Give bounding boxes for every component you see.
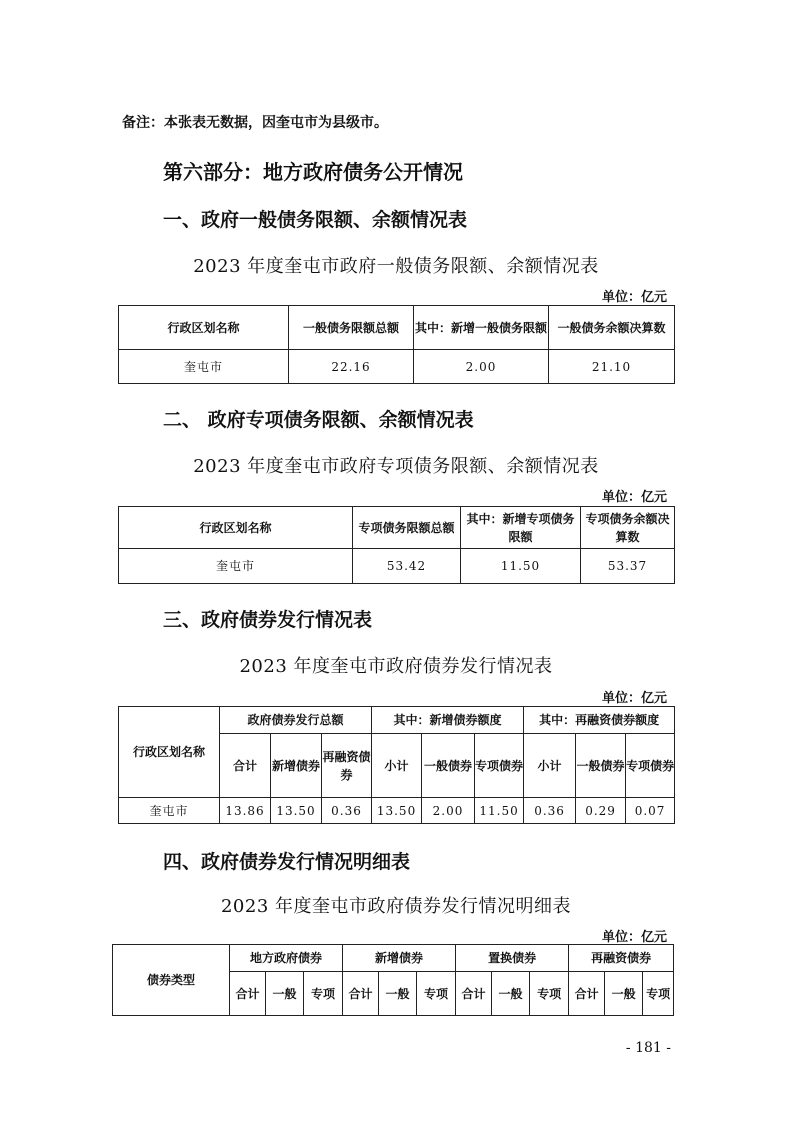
subheader-general: 一般	[605, 972, 643, 1016]
section-heading-2: 二、 政府专项债务限额、余额情况表	[163, 409, 474, 431]
cell-new-general: 2.00	[422, 798, 475, 824]
col-header-region: 行政区划名称	[119, 306, 289, 350]
group-header-new: 其中：新增债券额度	[372, 707, 524, 734]
cell-refi-subtotal: 0.36	[524, 798, 576, 824]
special-debt-table	[118, 506, 675, 584]
cell-refi-general: 0.29	[576, 798, 626, 824]
section-heading-1: 一、政府一般债务限额、余额情况表	[163, 209, 468, 231]
col-header-region: 行政区划名称	[119, 507, 353, 549]
cell-total: 13.86	[220, 798, 271, 824]
cell-region: 奎屯市	[119, 350, 289, 384]
cell-new-special: 11.50	[475, 798, 524, 824]
subheader-new-special: 专项债券	[475, 734, 524, 798]
table-title-3: 2023 年度奎屯市政府债券发行情况表	[239, 656, 553, 677]
subheader-general: 一般	[379, 972, 417, 1016]
col-header-limit: 专项债务限额总额	[353, 507, 461, 549]
subheader-special: 专项	[643, 972, 674, 1016]
col-header-region: 行政区划名称	[119, 707, 220, 798]
cell-refinance-bonds: 0.36	[322, 798, 372, 824]
bond-detail-table	[112, 944, 674, 1016]
section-heading-3: 三、政府债券发行情况表	[163, 609, 373, 631]
cell-limit: 22.16	[289, 350, 414, 384]
subheader-general: 一般	[492, 972, 530, 1016]
subheader-new-general: 一般债券	[422, 734, 475, 798]
cell-new-limit: 2.00	[414, 350, 549, 384]
group-header-local: 地方政府债券	[230, 945, 343, 972]
cell-limit: 53.42	[353, 549, 461, 584]
part-title: 第六部分：地方政府债务公开情况	[163, 160, 463, 184]
cell-balance: 53.37	[581, 549, 675, 584]
group-header-replacement: 置换债券	[456, 945, 569, 972]
table-title-2: 2023 年度奎屯市政府专项债务限额、余额情况表	[193, 456, 599, 477]
subheader-refinance-bonds: 再融资债券	[322, 734, 372, 798]
table-title-4: 2023 年度奎屯市政府债券发行情况明细表	[220, 896, 572, 917]
subheader-special: 专项	[530, 972, 569, 1016]
subheader-total: 合计	[456, 972, 492, 1016]
general-debt-table	[118, 305, 675, 384]
unit-label-4: 单位：亿元	[601, 930, 667, 945]
cell-new-bonds: 13.50	[271, 798, 322, 824]
unit-label-1: 单位：亿元	[601, 290, 667, 305]
col-header-balance: 一般债务余额决算数	[549, 306, 675, 350]
cell-new-subtotal: 13.50	[372, 798, 422, 824]
subheader-new-bonds: 新增债券	[271, 734, 322, 798]
cell-region: 奎屯市	[119, 549, 353, 584]
subheader-total: 合计	[230, 972, 266, 1016]
subheader-new-subtotal: 小计	[372, 734, 422, 798]
col-header-new-limit: 其中：新增专项债务限额	[461, 507, 581, 549]
col-header-limit: 一般债务限额总额	[289, 306, 414, 350]
subheader-refi-special: 专项债券	[626, 734, 675, 798]
table-row	[119, 350, 675, 384]
group-header-refinance: 其中：再融资债券额度	[524, 707, 675, 734]
subheader-refi-subtotal: 小计	[524, 734, 576, 798]
table-row	[119, 798, 675, 824]
col-header-new-limit: 其中：新增一般债务限额	[414, 306, 549, 350]
cell-balance: 21.10	[549, 350, 675, 384]
subheader-total: 合计	[343, 972, 379, 1016]
bond-issuance-table	[118, 706, 675, 824]
unit-label-3: 单位：亿元	[601, 691, 667, 706]
subheader-refi-general: 一般债券	[576, 734, 626, 798]
group-header-total: 政府债券发行总额	[220, 707, 372, 734]
section-heading-4: 四、政府债券发行情况明细表	[163, 851, 411, 873]
group-header-new: 新增债券	[343, 945, 456, 972]
subheader-total: 合计	[569, 972, 605, 1016]
cell-region: 奎屯市	[119, 798, 220, 824]
subheader-general: 一般	[266, 972, 304, 1016]
page-number: - 181 -	[625, 1040, 671, 1056]
table-title-1: 2023 年度奎屯市政府一般债务限额、余额情况表	[193, 256, 599, 277]
unit-label-2: 单位：亿元	[601, 490, 667, 505]
cell-new-limit: 11.50	[461, 549, 581, 584]
table-note: 备注：本张表无数据，因奎屯市为县级市。	[122, 115, 388, 131]
table-row	[119, 549, 675, 584]
col-header-bond-type: 债券类型	[113, 945, 230, 1016]
col-header-balance: 专项债务余额决算数	[581, 507, 675, 549]
subheader-total: 合计	[220, 734, 271, 798]
subheader-special: 专项	[417, 972, 456, 1016]
group-header-refinance: 再融资债券	[569, 945, 674, 972]
cell-refi-special: 0.07	[626, 798, 675, 824]
subheader-special: 专项	[304, 972, 343, 1016]
